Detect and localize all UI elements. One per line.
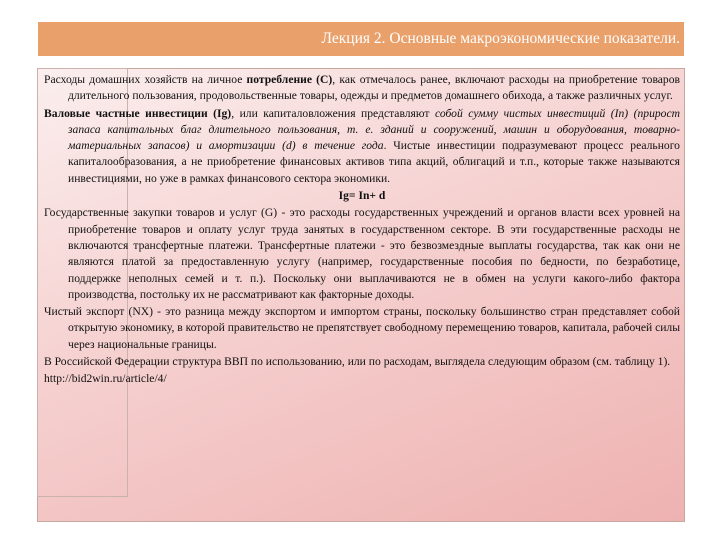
paragraph-russia-gdp: В Российской Федерации структура ВВП по использованию, или по расходам, выглядела следующим образом (см. таблицу 1). [44, 355, 671, 369]
paragraph-text: Расходы домашних хозяйств на личное [44, 73, 247, 86]
paragraph-text: , или капиталовложения представляют [231, 106, 435, 120]
paragraph-consumption [44, 72, 680, 105]
paragraph-investment [44, 106, 680, 187]
term-consumption: потребление (С) [246, 73, 333, 86]
slide-title: Лекция 2. Основные макроэкономические показатели. [38, 22, 684, 56]
paragraph-text: . Чистые инвестиции подразумевают процесс реального капиталообразования, а не приобретение финансовых активов типа акций, облигаций и т.п., которые также называются инвестициями, но уже в рамках финансового сектора экономики. [68, 139, 680, 185]
investment-definition: собой сумму чистых инвестиций (In) (прирост запаса капитальных благ длительного пользования, т. е. зданий и сооружений, машин и оборудования, товарно-материальных запасов) и амортизации (d) в течение года [68, 106, 681, 153]
investment-formula: Ig= In+ d [338, 189, 386, 203]
slide-body [44, 72, 680, 389]
paragraph-government: Государственные закупки товаров и услуг (G) - это расходы государственных учреждений и органов власти всех уровней на приобретение товаров и оплату услуг труда занятых в государственном секторе. В эти государственные расходы не включаются трансфертные платежи. Трансфертные платежи - это безвозмездные выплаты государства, так как они не являются платой за предоставленную услугу (например, государственные пособия по бедности, по безработице, поддержке неполных семей и т. п.). Поскольку они выплачиваются не в обмен на услуги какого-либо фактора производства, постольку их не рассматривают как факторные доходы. [44, 206, 680, 301]
paragraph-text: , как отмечалось ранее, включают расходы на приобретение товаров длительного пользования, продовольственные товары, одежды и предметов домашнего обихода, а также различных услуг. [68, 73, 680, 103]
paragraph-net-export: Чистый экспорт (NX) - это разница между экспортом и импортом страны, поскольку большинство стран представляет собой открытую экономику, в которой правительство не препятствует свободному перемещению товаров, капитала, рабочей силы через национальные границы. [44, 305, 680, 351]
term-investment: Валовые частные инвестиции (Ig) [44, 106, 232, 120]
source-link[interactable]: http://bid2win.ru/article/4/ [44, 372, 167, 386]
